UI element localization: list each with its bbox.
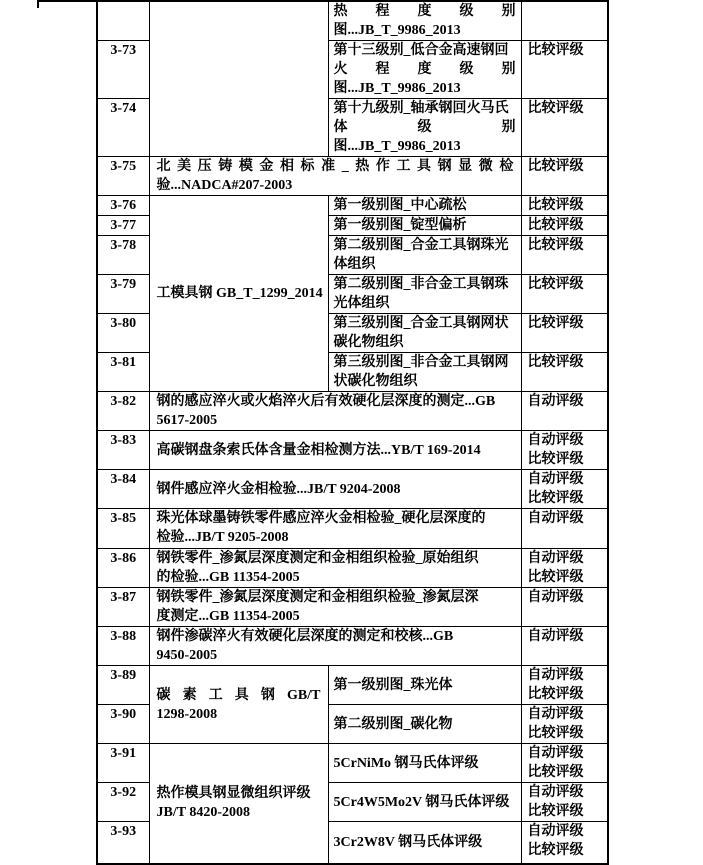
row-id: 3-76 xyxy=(110,198,137,213)
standard-name xyxy=(150,157,521,176)
rating-label: 自动评级 xyxy=(527,746,584,761)
standards-table-body xyxy=(97,1,608,864)
standard-name-token: 压 xyxy=(197,159,212,174)
standard-name: 珠光体球墨铸铁零件感应淬火金相检验_硬化层深度的 xyxy=(156,511,486,526)
row-id: 3-93 xyxy=(110,824,137,839)
standard-name: 热作模具钢显微组织评级 xyxy=(156,786,311,802)
row-id-cell xyxy=(97,157,149,196)
standard-name-token: 金 xyxy=(259,159,274,174)
rating-label: 比较评级 xyxy=(527,198,584,213)
rating-cell xyxy=(521,627,608,666)
standard-name-cell xyxy=(149,392,521,431)
row-id-cell xyxy=(97,705,149,744)
rating-label: 比较评级 xyxy=(527,218,584,233)
rating-label: 自动评级 xyxy=(527,590,584,605)
level-chart-cell xyxy=(328,822,521,864)
table-row xyxy=(97,470,608,509)
row-id-cell xyxy=(97,549,149,588)
row-id: 3-81 xyxy=(110,355,137,370)
rating-cell xyxy=(521,744,608,783)
rating-label: 自动评级 xyxy=(527,629,584,644)
row-id-cell xyxy=(97,627,149,666)
level-chart-name: 状碳化物组织 xyxy=(333,374,418,389)
row-id: 3-85 xyxy=(110,511,137,526)
level-chart-name: 碳化物组织 xyxy=(333,335,404,350)
standard-name: 度测定...GB 11354-2005 xyxy=(156,609,300,624)
rating-cell xyxy=(521,666,608,705)
row-id: 3-82 xyxy=(110,394,137,409)
level-chart-name-token: 别 xyxy=(501,62,516,77)
level-chart-cell xyxy=(328,666,521,705)
standard-name-token: 相 xyxy=(279,159,294,174)
level-chart-cell xyxy=(328,744,521,783)
table-row xyxy=(97,549,608,588)
rating-label: 自动评级 xyxy=(527,551,584,566)
standard-name-cell xyxy=(149,470,521,509)
level-chart-name xyxy=(329,60,521,79)
rating-label: 比较评级 xyxy=(527,765,584,780)
rating-cell xyxy=(521,314,608,353)
row-id-cell xyxy=(97,236,149,275)
rating-cell xyxy=(521,705,608,744)
outer-column-border-tick xyxy=(37,0,39,8)
rating-label: 比较评级 xyxy=(527,726,584,741)
level-chart-name: 第十三级别_低合金高速钢回 xyxy=(333,43,509,58)
rating-label: 比较评级 xyxy=(527,43,584,58)
level-chart-cell xyxy=(328,216,521,236)
level-chart-name: 5CrNiMo 钢马氏体评级 xyxy=(333,755,479,771)
level-chart-name: 图...JB_T_9986_2013 xyxy=(333,139,461,154)
table-row xyxy=(97,666,608,705)
standard-name-token: 工 xyxy=(208,687,223,703)
level-chart-name-token: 程 xyxy=(375,4,390,19)
level-chart-name-token: 级 xyxy=(459,62,474,77)
standard-name-token: 铸 xyxy=(218,159,233,174)
level-chart-cell xyxy=(328,41,521,99)
row-id: 3-73 xyxy=(110,43,137,58)
standard-name-token: 钢 xyxy=(260,687,275,703)
standard-name-token: 美 xyxy=(177,159,192,174)
rating-label: 比较评级 xyxy=(527,843,584,858)
table-row xyxy=(97,196,608,216)
row-id-cell xyxy=(97,431,149,470)
standard-name-cell xyxy=(149,666,328,744)
row-id-cell xyxy=(97,275,149,314)
row-id: 3-80 xyxy=(110,316,137,331)
table-row xyxy=(97,157,608,196)
level-chart-cell xyxy=(328,314,521,353)
level-chart-name: 第二级别图_非合金工具钢珠 xyxy=(333,277,509,292)
row-id-cell xyxy=(97,1,149,41)
standard-name-token: 具 xyxy=(417,159,432,174)
standard-name-cell xyxy=(149,431,521,470)
row-id-cell xyxy=(97,588,149,627)
standard-name-cell xyxy=(149,1,328,157)
row-id: 3-87 xyxy=(110,590,137,605)
rating-cell xyxy=(521,216,608,236)
level-chart-name-token: 度 xyxy=(417,62,432,77)
table-row xyxy=(97,1,608,41)
standard-name xyxy=(150,686,328,705)
rating-label: 比较评级 xyxy=(527,355,584,370)
row-id: 3-90 xyxy=(110,707,137,722)
level-chart-name xyxy=(329,2,521,21)
level-chart-name: 第二级别图_合金工具钢珠光 xyxy=(333,238,509,253)
table-row xyxy=(97,431,608,470)
row-id: 3-92 xyxy=(110,785,137,800)
standards-table xyxy=(96,0,609,865)
row-id: 3-84 xyxy=(110,472,137,487)
standard-name-token: 碳 xyxy=(156,687,171,703)
standard-name-cell xyxy=(149,509,521,549)
standard-name: 检验...JB/T 9205-2008 xyxy=(156,530,289,545)
row-id-cell xyxy=(97,666,149,705)
row-id-cell xyxy=(97,392,149,431)
rating-cell xyxy=(521,196,608,216)
standard-name-cell xyxy=(149,549,521,588)
level-chart-cell xyxy=(328,275,521,314)
standard-name-token: GB/T xyxy=(286,687,321,703)
level-chart-cell xyxy=(328,99,521,157)
rating-cell xyxy=(521,353,608,392)
level-chart-cell xyxy=(328,783,521,822)
standard-name-token: 检 xyxy=(499,159,514,174)
rating-cell xyxy=(521,236,608,275)
rating-label: 比较评级 xyxy=(527,316,584,331)
rating-cell xyxy=(521,275,608,314)
rating-label: 自动评级 xyxy=(527,824,584,839)
standard-name-cell xyxy=(149,196,328,392)
rating-label: 比较评级 xyxy=(527,804,584,819)
level-chart-name: 第三级别图_非合金工具钢网 xyxy=(333,355,509,370)
rating-cell xyxy=(521,1,608,41)
row-id: 3-79 xyxy=(110,277,137,292)
rating-label: 自动评级 xyxy=(527,511,584,526)
rating-cell xyxy=(521,588,608,627)
rating-label: 比较评级 xyxy=(527,570,584,585)
row-id: 3-75 xyxy=(110,159,137,174)
standard-name: 高碳钢盘条索氏体含量金相检测方法...YB/T 169-2014 xyxy=(156,442,481,458)
standard-name-token: 具 xyxy=(234,687,249,703)
standard-name: 1298-2008 xyxy=(156,706,218,722)
standard-name: JB/T 8420-2008 xyxy=(156,805,250,821)
row-id-cell xyxy=(97,41,149,99)
standard-name-token: 作 xyxy=(375,159,390,174)
table-row xyxy=(97,627,608,666)
rating-label: 自动评级 xyxy=(527,472,584,487)
rating-label: 比较评级 xyxy=(527,452,584,467)
row-id-cell xyxy=(97,216,149,236)
level-chart-name: 第十九级别_轴承钢回火马氏 xyxy=(333,101,509,116)
rating-label: 比较评级 xyxy=(527,277,584,292)
standard-name-token: 模 xyxy=(238,159,253,174)
standard-name: 工模具钢 GB_T_1299_2014 xyxy=(156,286,323,301)
level-chart-name-token: 热 xyxy=(333,4,348,19)
row-id-cell xyxy=(97,509,149,549)
level-chart-cell xyxy=(328,705,521,744)
standard-name: 钢件渗碳淬火有效硬化层深度的测定和校核...GB xyxy=(156,629,454,644)
row-id-cell xyxy=(97,314,149,353)
rating-cell xyxy=(521,783,608,822)
rating-cell xyxy=(521,157,608,196)
level-chart-name: 第一级别图_中心疏松 xyxy=(333,198,467,213)
standard-name: 钢件感应淬火金相检验...JB/T 9204-2008 xyxy=(156,481,401,497)
rating-label: 自动评级 xyxy=(527,668,584,683)
level-chart-name: 体组织 xyxy=(333,257,376,272)
standard-name: 钢铁零件_渗氮层深度测定和金相组织检验_原始组织 xyxy=(156,551,479,566)
standard-name-token: 显 xyxy=(458,159,473,174)
rating-label: 自动评级 xyxy=(527,707,584,722)
rating-label: 比较评级 xyxy=(527,238,584,253)
rating-cell xyxy=(521,509,608,549)
rating-cell xyxy=(521,99,608,157)
level-chart-cell xyxy=(328,236,521,275)
row-id: 3-77 xyxy=(110,218,137,233)
row-id: 3-89 xyxy=(110,668,137,683)
standard-name: 9450-2005 xyxy=(156,648,218,663)
table-row xyxy=(97,509,608,549)
level-chart-name: 光体组织 xyxy=(333,296,390,311)
standard-name-cell xyxy=(149,627,521,666)
standard-name: 钢铁零件_渗氮层深度测定和金相组织检验_渗氮层深 xyxy=(156,590,479,605)
level-chart-name-token: 体 xyxy=(333,120,348,135)
level-chart-name-token: 别 xyxy=(501,120,516,135)
rating-label: 自动评级 xyxy=(527,433,584,448)
rating-cell xyxy=(521,549,608,588)
rating-label: 比较评级 xyxy=(527,159,584,174)
standard-name-token: 微 xyxy=(478,159,493,174)
rating-cell xyxy=(521,431,608,470)
row-id-cell xyxy=(97,353,149,392)
rating-cell xyxy=(521,41,608,99)
level-chart-name: 第一级别图_锭型偏析 xyxy=(333,218,467,233)
level-chart-name: 图...JB_T_9986_2013 xyxy=(333,23,461,38)
level-chart-name: 3Cr2W8V 钢马氏体评级 xyxy=(333,834,483,850)
level-chart-name-token: 火 xyxy=(333,62,348,77)
row-id-cell xyxy=(97,744,149,783)
standard-name: 验...NADCA#207-2003 xyxy=(156,178,293,193)
level-chart-name-token: 程 xyxy=(375,62,390,77)
standard-name-token: 准 xyxy=(321,159,336,174)
level-chart-name: 5Cr4W5Mo2V 钢马氏体评级 xyxy=(333,794,510,810)
row-id-cell xyxy=(97,783,149,822)
row-id: 3-91 xyxy=(110,746,137,761)
level-chart-name-token: 级 xyxy=(417,120,432,135)
outer-column-top-border xyxy=(37,0,97,2)
standard-name-token: _ xyxy=(341,159,349,174)
level-chart-name: 第二级别图_碳化物 xyxy=(333,716,453,732)
standard-name-token: 北 xyxy=(156,159,171,174)
rating-cell xyxy=(521,470,608,509)
standard-name-token: 钢 xyxy=(437,159,452,174)
level-chart-name: 图...JB_T_9986_2013 xyxy=(333,81,461,96)
level-chart-name-token: 度 xyxy=(417,4,432,19)
row-id: 3-86 xyxy=(110,551,137,566)
level-chart-name-token: 级 xyxy=(459,4,474,19)
table-row xyxy=(97,744,608,783)
level-chart-name: 第三级别图_合金工具钢网状 xyxy=(333,316,509,331)
level-chart-cell xyxy=(328,353,521,392)
standard-name: 的检验...GB 11354-2005 xyxy=(156,570,300,585)
rating-label: 比较评级 xyxy=(527,101,584,116)
standard-name: 钢的感应淬火或火焰淬火后有效硬化层深度的测定...GB xyxy=(156,394,496,409)
rating-label: 自动评级 xyxy=(527,394,584,409)
row-id-cell xyxy=(97,822,149,864)
standard-name-token: 素 xyxy=(182,687,197,703)
standard-name-token: 热 xyxy=(355,159,370,174)
row-id-cell xyxy=(97,470,149,509)
level-chart-name-token: 别 xyxy=(501,4,516,19)
standard-name-cell xyxy=(149,588,521,627)
row-id: 3-88 xyxy=(110,629,137,644)
level-chart-cell xyxy=(328,1,521,41)
rating-label: 比较评级 xyxy=(527,491,584,506)
row-id: 3-74 xyxy=(110,101,137,116)
table-row xyxy=(97,392,608,431)
standard-name-cell xyxy=(149,744,328,864)
standard-name-cell xyxy=(149,157,521,196)
level-chart-name: 第一级别图_珠光体 xyxy=(333,677,453,693)
standard-name-token: 工 xyxy=(396,159,411,174)
rating-cell xyxy=(521,392,608,431)
table-row xyxy=(97,588,608,627)
rating-label: 比较评级 xyxy=(527,687,584,702)
row-id-cell xyxy=(97,196,149,216)
standard-name: 5617-2005 xyxy=(156,413,218,428)
row-id: 3-83 xyxy=(110,433,137,448)
rating-cell xyxy=(521,822,608,864)
standard-name-token: 标 xyxy=(300,159,315,174)
row-id: 3-78 xyxy=(110,238,137,253)
rating-label: 自动评级 xyxy=(527,785,584,800)
level-chart-name xyxy=(329,118,521,137)
level-chart-cell xyxy=(328,196,521,216)
row-id-cell xyxy=(97,99,149,157)
